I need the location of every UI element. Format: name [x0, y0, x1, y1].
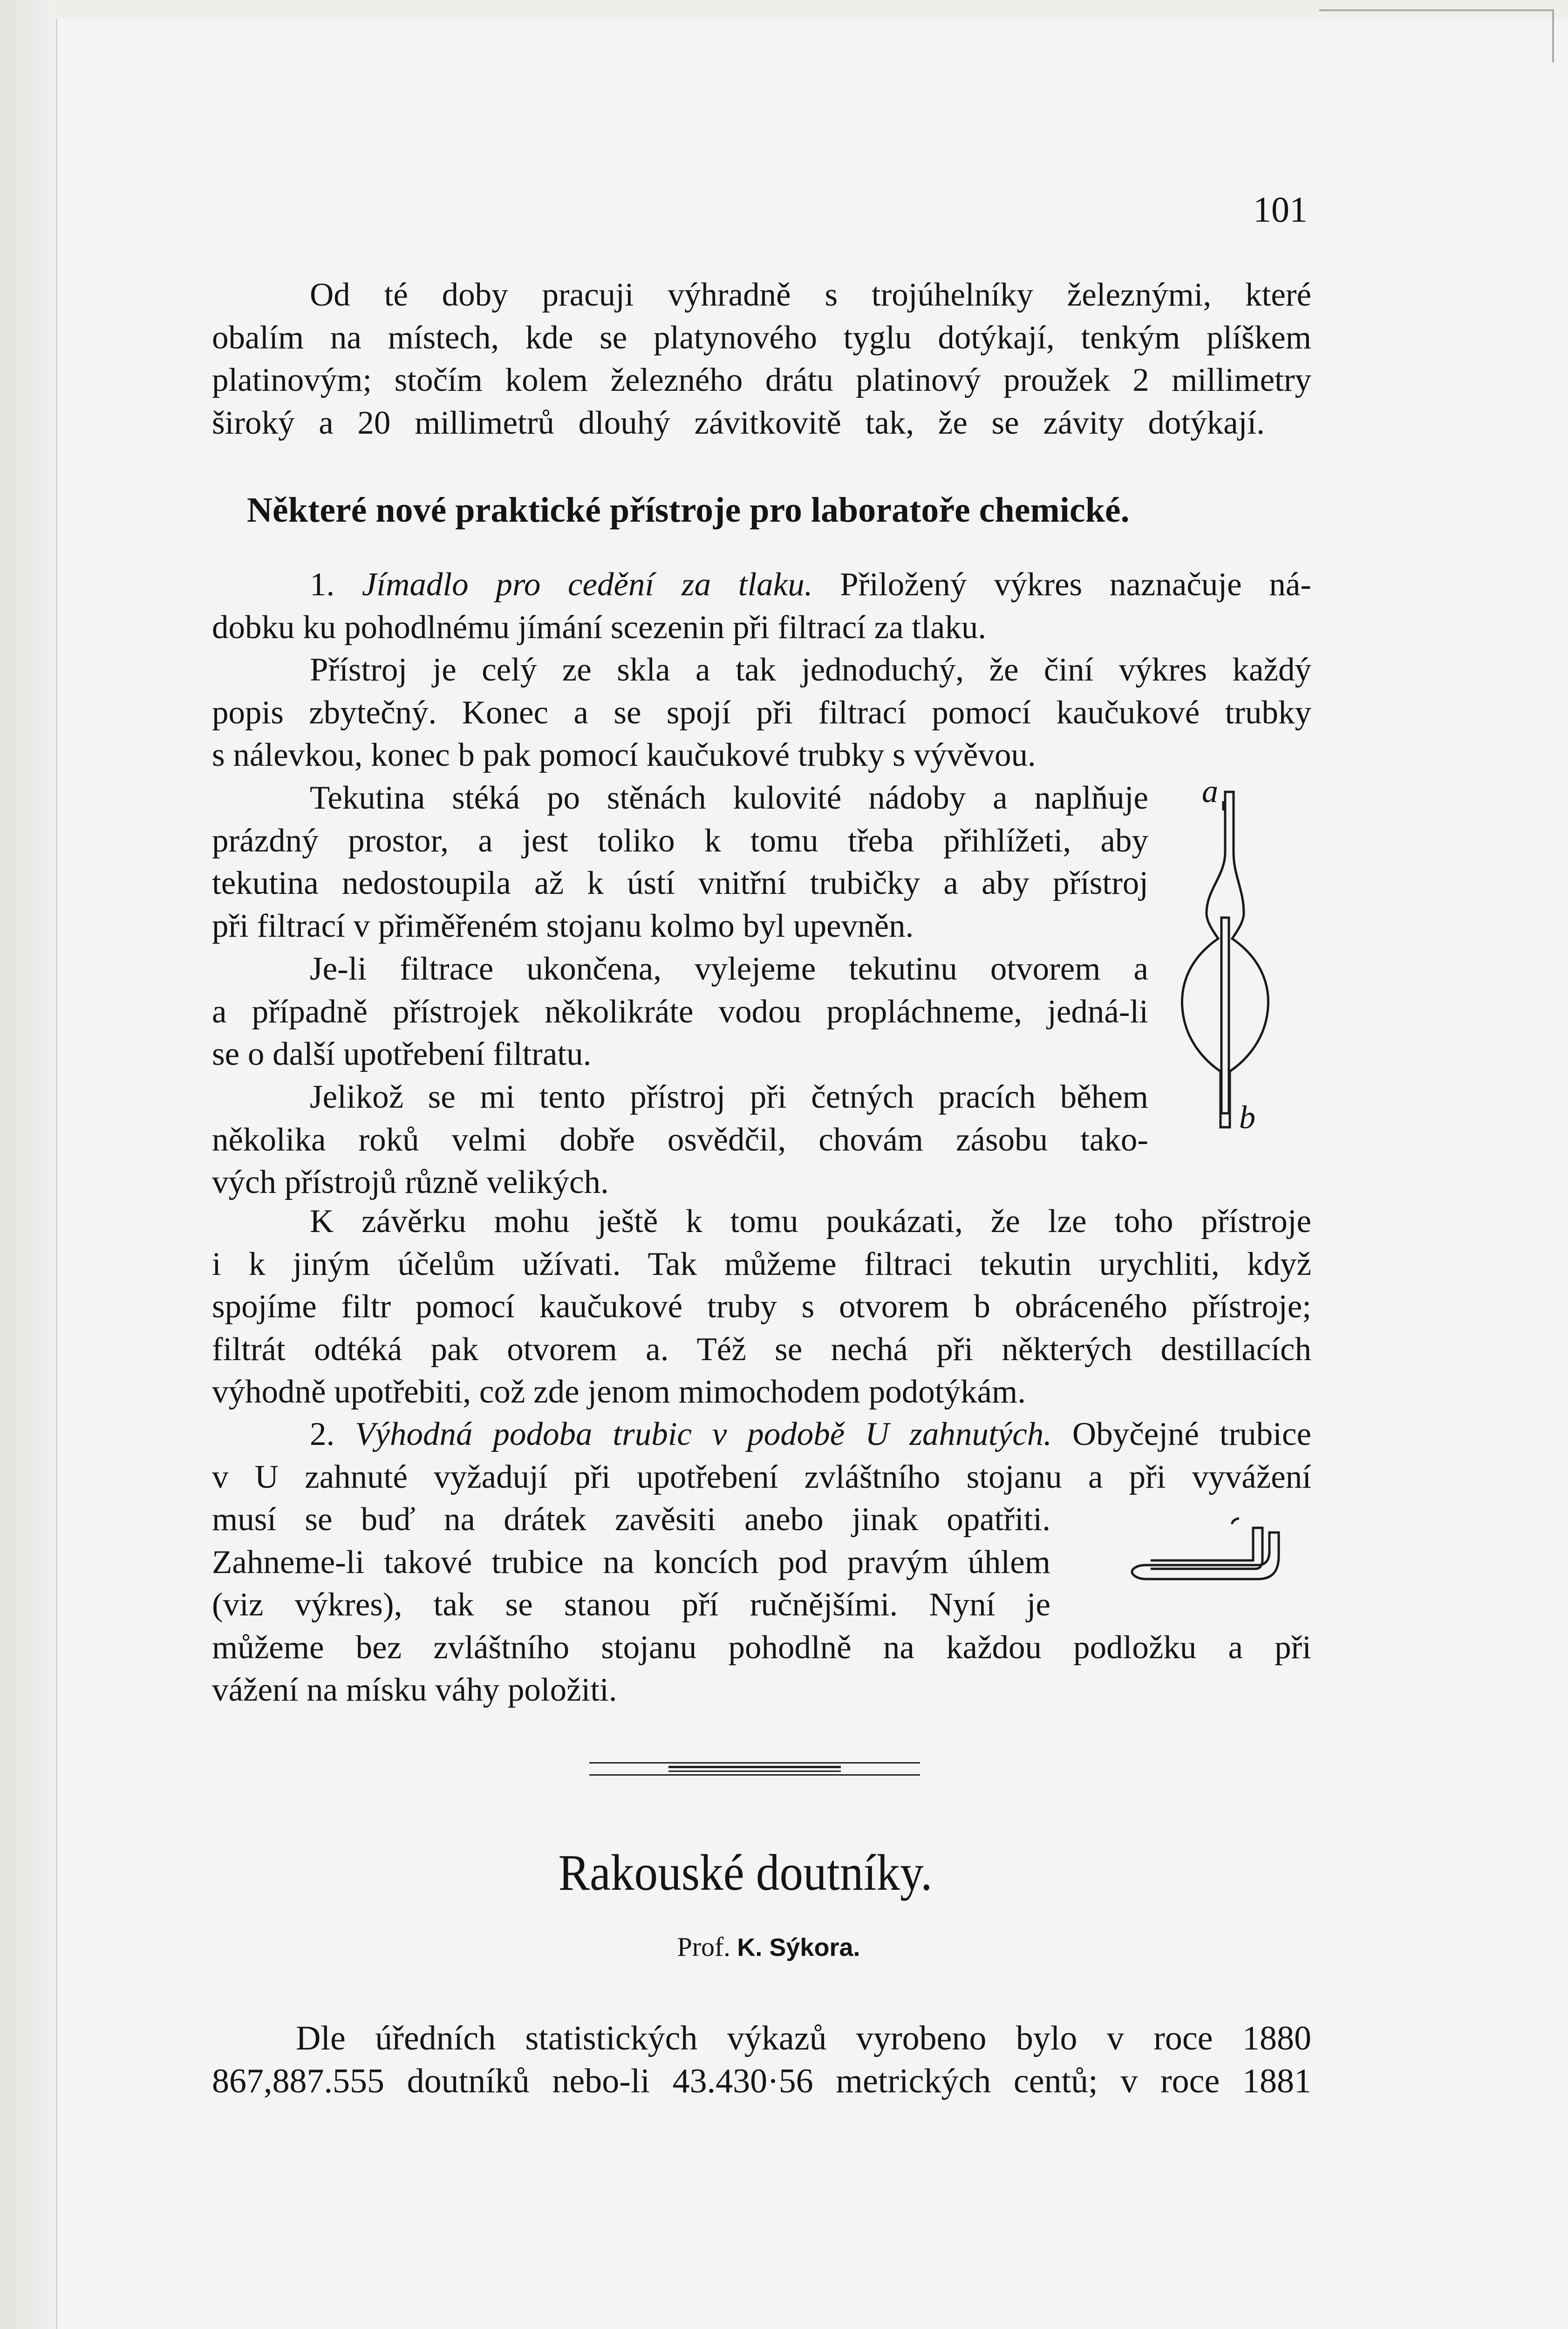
text-line: obalím na místech, kde se platynového tyglu dotýkají, tenkým plíškem: [212, 319, 1311, 356]
text-line: i k jiným účelům užívati. Tak můžeme filtraci tekutin urychliti, když: [212, 1246, 1311, 1282]
byline-prefix: Prof.: [677, 1932, 730, 1962]
page-number: 101: [1253, 189, 1308, 230]
text-span: Obyčejné trubice: [1072, 1416, 1311, 1452]
item-1-paragraph: [212, 564, 1311, 649]
u-tube-drawing: [1118, 1514, 1304, 1616]
paragraph-5: [212, 948, 1148, 1076]
text-line: Přístroj je celý ze skla a tak jednoduchý, že činí výkres každý: [310, 652, 1311, 688]
text-line: a případně přístrojek několikráte vodou propláchneme, jedná-li: [212, 993, 1148, 1030]
item-2-paragraph: [212, 1413, 1311, 1498]
text-line: Od té doby pracuji výhradně s trojúhelníky železnými, které: [310, 277, 1311, 313]
text-line: v U zahnuté vyžadují při upotřebení zvláštního stojanu a při vyvážení: [212, 1458, 1311, 1495]
section-heading: Některé nové praktické přístroje pro laboratoře chemické.: [247, 490, 1130, 530]
text-line: dobku ku pohodlnému jímání scezenin při filtrací za tlaku.: [212, 609, 987, 646]
paragraph-1: [212, 274, 1311, 444]
text-line: musí se buď na drátek zavěsiti anebo jinak opatřiti.: [212, 1501, 1050, 1538]
divider-line: [668, 1766, 841, 1768]
text-line: (viz výkres), tak se stanou pří ručnějšími. Nyní je: [212, 1587, 1050, 1623]
text-line: se o další upotřebení filtratu.: [212, 1036, 592, 1073]
text-line: Jelikož se mi tento přístroj při četných pracích během: [310, 1079, 1148, 1115]
byline: [606, 1931, 932, 1964]
text-line: [212, 1413, 1311, 1456]
divider-line: [589, 1774, 920, 1776]
text-line: Je-li filtrace ukončena, vylejeme tekutinu otvorem a: [310, 951, 1148, 987]
paragraph-4: [212, 777, 1148, 947]
text-line: široký a 20 millimetrů dlouhý závitkovitě tak, že se závity dotýkají.: [212, 404, 1265, 441]
section-divider: [589, 1758, 920, 1777]
text-line: Zahneme-li takové trubice na koncích pod pravým úhlem: [212, 1544, 1050, 1580]
text-line: s nálevkou, konec b pak pomocí kaučukové trubky s vývěvou.: [212, 737, 1036, 774]
flask-figure: [1169, 774, 1295, 1146]
corner-mark: [1319, 9, 1554, 62]
text-line: filtrát odtéká pak otvorem a. Též se nechá při některých destillacích: [212, 1331, 1311, 1368]
paragraph-6: [212, 1076, 1148, 1204]
u-tube-figure: [1118, 1514, 1304, 1616]
page-left-edge: [0, 0, 57, 2329]
article-title: Rakouské doutníky.: [558, 1844, 933, 1901]
text-line: několika roků velmi dobře osvědčil, chovám zásobu tako-: [212, 1121, 1148, 1158]
text-line: K závěrku mohu ještě k tomu poukázati, že lze toho přístroje: [310, 1203, 1311, 1239]
text-line: prázdný prostor, a jest toliko k tomu třeba přihlížeti, aby: [212, 822, 1148, 859]
text-line: Tekutina stéká po stěnách kulovité nádoby a naplňuje: [310, 780, 1148, 816]
paragraph-7: [212, 1200, 1311, 1414]
divider-line: [589, 1762, 920, 1764]
text-line: výhodně upotřebiti, což zde jenom mimochodem podotýkám.: [212, 1374, 1026, 1410]
text-line: platinovým; stočím kolem železného drátu platinový proužek 2 millimetry: [212, 362, 1311, 399]
text-line: Dle úředních statistických výkazů vyrobeno bylo v roce 1880: [296, 2019, 1311, 2057]
item-number: 1.: [310, 566, 335, 603]
item-2-paragraph-cont: [212, 1498, 1050, 1584]
paragraph-3: [212, 649, 1311, 777]
divider-line: [668, 1771, 841, 1772]
text-line: spojíme filtr pomocí kaučukové truby s otvorem b obráceného přístroje;: [212, 1288, 1311, 1325]
text-line: při filtrací v přiměřeném stojanu kolmo byl upevněn.: [212, 907, 914, 944]
flask-label-a: a: [1202, 774, 1218, 810]
text-line: popis zbytečný. Konec a se spojí při filtrací pomocí kaučukové trubky: [212, 694, 1311, 731]
text-line: tekutina nedostoupila až k ústí vnitřní trubičky a aby přístroj: [212, 865, 1148, 902]
text-line: 867,887.555 doutníků nebo-li 43.430·56 metrických centů; v roce 1881: [212, 2062, 1311, 2100]
flask-label-b: b: [1239, 1100, 1255, 1136]
paragraph-9: [212, 2017, 1311, 2103]
text-span: Přiložený výkres naznačuje ná-: [840, 566, 1311, 603]
item-number: 2.: [310, 1416, 335, 1452]
text-line: vážení na mísku váhy položiti.: [212, 1672, 617, 1709]
text-line: můžeme bez zvláštního stojanu pohodlně na každou podložku a při: [212, 1629, 1311, 1666]
item-title: Výhodná podoba trubic v podobě U zahnutých.: [355, 1416, 1052, 1452]
author-name: K. Sýkora.: [737, 1934, 860, 1961]
text-line: vých přístrojů různě velikých.: [212, 1164, 609, 1201]
flask-drawing: [1169, 783, 1295, 1146]
item-title: Jímadlo pro cedění za tlaku.: [361, 566, 813, 603]
text-line: [212, 564, 1311, 606]
